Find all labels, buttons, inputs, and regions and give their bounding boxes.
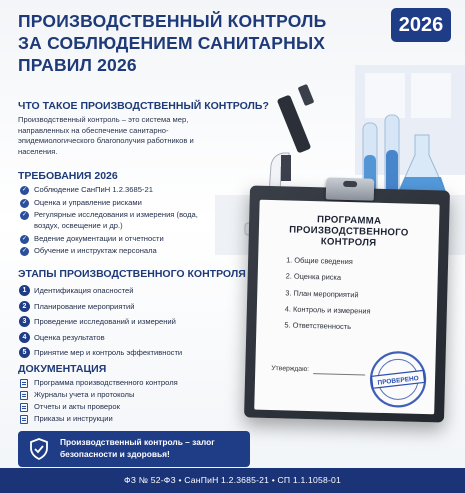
step-label: Планирование мероприятий <box>34 301 135 311</box>
list-item <box>20 402 178 413</box>
shield-check-icon <box>27 437 51 461</box>
list-item <box>19 301 229 312</box>
requirement-label: Обучение и инструктаж персонала <box>34 246 157 256</box>
list-item <box>20 185 220 196</box>
clipboard-clip-icon <box>326 177 375 200</box>
list-item <box>20 378 178 389</box>
list-item <box>20 414 178 425</box>
requirements-heading: ТРЕБОВАНИЯ 2026 <box>18 170 118 182</box>
document-item: 4. Контроль и измерения <box>284 304 371 316</box>
document-item: 1. Общие сведения <box>286 255 353 267</box>
document-item: 2. Оценка риска <box>285 271 342 283</box>
requirement-label: Соблюдение СанПиН 1.2.3685-21 <box>34 185 153 194</box>
stages-heading: ЭТАПЫ ПРОИЗВОДСТВЕННОГО КОНТРОЛЯ <box>18 268 246 280</box>
approve-label: Утверждаю: <box>271 365 310 374</box>
documentation-list <box>20 378 178 426</box>
documentation-heading: ДОКУМЕНТАЦИЯ <box>18 363 107 375</box>
slogan-banner <box>18 431 250 467</box>
requirement-label: Ведение документации и отчетности <box>34 233 164 243</box>
document-title: ПРОГРАММА ПРОИЗВОДСТВЕННОГО КОНТРОЛЯ <box>289 214 409 249</box>
document-icon <box>20 403 28 412</box>
intro-heading: ЧТО ТАКОЕ ПРОИЗВОДСТВЕННЫЙ КОНТРОЛЬ? <box>18 100 269 112</box>
list-item <box>20 234 220 245</box>
step-number: 3 <box>19 316 30 327</box>
doc-label: Программа производственного контроля <box>34 378 178 387</box>
list-item <box>19 316 229 327</box>
signature-line <box>313 373 365 375</box>
document-icon <box>20 415 28 424</box>
page-title: ПРОИЗВОДСТВЕННЫЙ КОНТРОЛЬ ЗА СОБЛЮДЕНИЕМ САНИТАРНЫХ ПРАВИЛ 2026 <box>18 11 327 75</box>
step-number: 5 <box>19 347 30 358</box>
check-icon: ✓ <box>21 187 28 193</box>
check-icon: ✓ <box>21 212 28 219</box>
doc-label: Отчеты и акты проверок <box>34 401 120 411</box>
check-icon: ✓ <box>21 235 28 242</box>
list-item <box>20 210 220 231</box>
step-number: 2 <box>19 301 30 312</box>
footer-regulations: ФЗ № 52-ФЗ • СанПиН 1.2.3685-21 • СП 1.1.1058-01 <box>0 468 465 493</box>
stages-list <box>19 285 229 363</box>
step-label: Оценка результатов <box>34 332 105 342</box>
clipboard <box>244 185 450 422</box>
stamp-icon <box>367 349 429 411</box>
banner-text: Производственный контроль – залог безопасности и здоровья! <box>60 437 215 459</box>
document-item: 5. Ответственность <box>284 320 352 332</box>
requirement-label: Регулярные исследования и измерения (вода, воздух, освещение и др.) <box>34 210 198 230</box>
program-document <box>254 200 439 415</box>
requirements-list <box>20 185 220 259</box>
check-icon: ✓ <box>21 248 28 255</box>
intro-text: Производственный контроль – это система мер, направленных на обеспечение санитарно-эпидемиологического благополучия работников и населения. <box>18 115 194 156</box>
step-label: Проведение исследований и измерений <box>34 317 176 327</box>
doc-label: Приказы и инструкции <box>34 413 113 423</box>
list-item <box>19 332 229 343</box>
list-item <box>20 390 178 401</box>
doc-label: Журналы учета и протоколы <box>34 389 135 399</box>
step-label: Идентификация опасностей <box>34 286 134 295</box>
document-icon <box>20 379 28 388</box>
document-contents <box>284 255 372 339</box>
list-item <box>20 246 220 257</box>
stamp-text: ПРОВЕРЕНО <box>377 375 420 387</box>
check-icon: ✓ <box>21 199 28 206</box>
list-item <box>20 198 220 209</box>
step-number: 4 <box>19 332 30 343</box>
requirement-label: Оценка и управление рисками <box>34 197 142 207</box>
list-item <box>19 285 229 296</box>
list-item <box>19 347 229 358</box>
document-icon <box>20 391 28 400</box>
year-badge: 2026 <box>391 8 451 42</box>
step-number: 1 <box>19 285 30 296</box>
step-label: Принятие мер и контроль эффективности <box>34 348 183 358</box>
document-item: 3. План мероприятий <box>285 287 359 299</box>
